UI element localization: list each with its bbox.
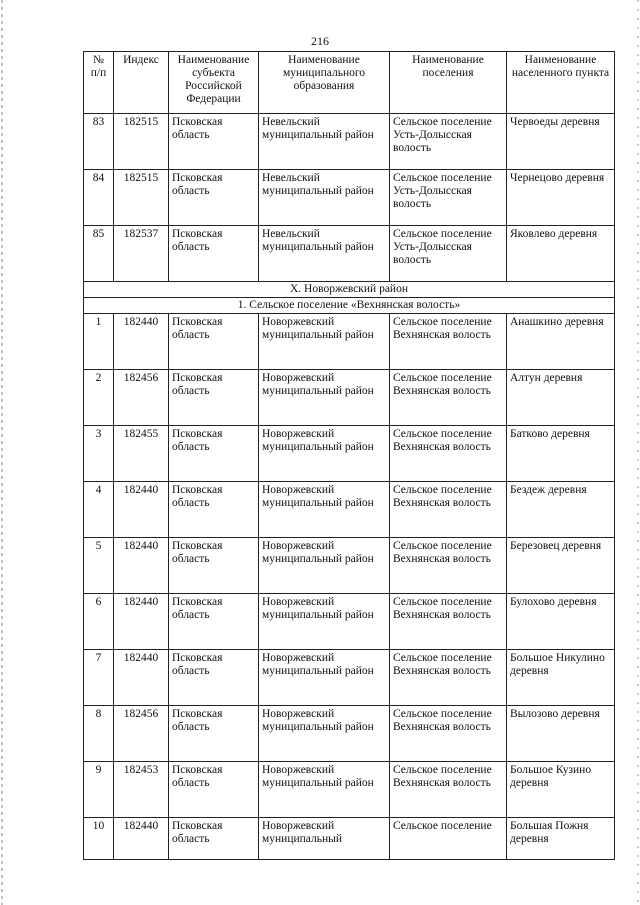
table-row xyxy=(84,170,615,226)
header-settlement: Наименование поселения xyxy=(390,52,507,114)
table-row xyxy=(84,426,615,482)
table-row xyxy=(84,482,615,538)
cell-locality: Булохово деревня xyxy=(507,594,615,650)
cell-locality: Большое Кузино деревня xyxy=(507,762,615,818)
cell-subject: Псковская область xyxy=(169,482,259,538)
cell-settlement: Сельское поселение Вехнянская волость xyxy=(390,426,507,482)
cell-municipality: Новоржевский муниципальный xyxy=(259,818,390,860)
cell-municipality: Новоржевский муниципальный район xyxy=(259,482,390,538)
table-row xyxy=(84,370,615,426)
cell-locality: Бездеж деревня xyxy=(507,482,615,538)
cell-locality: Яковлево деревня xyxy=(507,226,615,282)
cell-settlement: Сельское поселение Вехнянская волость xyxy=(390,482,507,538)
cell-index: 182455 xyxy=(114,426,169,482)
table-row xyxy=(84,706,615,762)
header-subject: Наименование субъекта Российской Федерации xyxy=(169,52,259,114)
cell-number: 84 xyxy=(84,170,114,226)
cell-settlement: Сельское поселение Усть-Долысская волость xyxy=(390,170,507,226)
cell-number: 7 xyxy=(84,650,114,706)
table-row xyxy=(84,114,615,170)
cell-municipality: Невельский муниципальный район xyxy=(259,226,390,282)
cell-settlement: Сельское поселение Вехнянская волость xyxy=(390,538,507,594)
cell-municipality: Невельский муниципальный район xyxy=(259,170,390,226)
cell-index: 182515 xyxy=(114,114,169,170)
cell-index: 182456 xyxy=(114,370,169,426)
header-number: № п/п xyxy=(84,52,114,114)
cell-index: 182456 xyxy=(114,706,169,762)
cell-locality: Батково деревня xyxy=(507,426,615,482)
header-index: Индекс xyxy=(114,52,169,114)
cell-municipality: Невельский муниципальный район xyxy=(259,114,390,170)
cell-settlement: Сельское поселение Вехнянская волость xyxy=(390,706,507,762)
cell-subject: Псковская область xyxy=(169,650,259,706)
section-title: X. Новоржевский район xyxy=(84,282,615,298)
cell-index: 182537 xyxy=(114,226,169,282)
cell-locality: Чернецово деревня xyxy=(507,170,615,226)
cell-index: 182440 xyxy=(114,650,169,706)
cell-locality: Анашкино деревня xyxy=(507,314,615,370)
cell-subject: Псковская область xyxy=(169,170,259,226)
table-row xyxy=(84,538,615,594)
cell-settlement: Сельское поселение Вехнянская волость xyxy=(390,762,507,818)
cell-locality: Большая Пожня деревня xyxy=(507,818,615,860)
cell-subject: Псковская область xyxy=(169,114,259,170)
cell-municipality: Новоржевский муниципальный район xyxy=(259,594,390,650)
section-row xyxy=(84,282,615,298)
cell-index: 182440 xyxy=(114,594,169,650)
cell-number: 8 xyxy=(84,706,114,762)
cell-municipality: Новоржевский муниципальный район xyxy=(259,370,390,426)
cell-settlement: Сельское поселение xyxy=(390,818,507,860)
cell-subject: Псковская область xyxy=(169,538,259,594)
cell-municipality: Новоржевский муниципальный район xyxy=(259,762,390,818)
cell-number: 5 xyxy=(84,538,114,594)
rows-before-section xyxy=(84,114,615,282)
cell-subject: Псковская область xyxy=(169,314,259,370)
table-row xyxy=(84,818,615,860)
cell-settlement: Сельское поселение Вехнянская волость xyxy=(390,370,507,426)
header-locality: Наименование населенного пункта xyxy=(507,52,615,114)
cell-subject: Псковская область xyxy=(169,370,259,426)
cell-settlement: Сельское поселение Вехнянская волость xyxy=(390,314,507,370)
cell-subject: Псковская область xyxy=(169,226,259,282)
cell-municipality: Новоржевский муниципальный район xyxy=(259,706,390,762)
scan-edge-left xyxy=(1,0,3,905)
cell-number: 9 xyxy=(84,762,114,818)
cell-number: 10 xyxy=(84,818,114,860)
cell-index: 182440 xyxy=(114,314,169,370)
cell-municipality: Новоржевский муниципальный район xyxy=(259,538,390,594)
cell-index: 182453 xyxy=(114,762,169,818)
cell-municipality: Новоржевский муниципальный район xyxy=(259,314,390,370)
header-municipality: Наименование муниципального образования xyxy=(259,52,390,114)
cell-municipality: Новоржевский муниципальный район xyxy=(259,650,390,706)
cell-number: 4 xyxy=(84,482,114,538)
cell-settlement: Сельское поселение Усть-Долысская волость xyxy=(390,226,507,282)
table-row xyxy=(84,762,615,818)
scan-edge-right xyxy=(637,0,639,905)
localities-table xyxy=(83,51,615,860)
cell-locality: Березовец деревня xyxy=(507,538,615,594)
cell-subject: Псковская область xyxy=(169,818,259,860)
cell-index: 182515 xyxy=(114,170,169,226)
table-header-row xyxy=(84,52,615,114)
cell-subject: Псковская область xyxy=(169,594,259,650)
table-row xyxy=(84,226,615,282)
rows-after-section xyxy=(84,314,615,860)
cell-number: 2 xyxy=(84,370,114,426)
cell-number: 3 xyxy=(84,426,114,482)
cell-number: 1 xyxy=(84,314,114,370)
subsection-title: 1. Сельское поселение «Вехнянская волость» xyxy=(84,298,615,314)
cell-number: 83 xyxy=(84,114,114,170)
cell-settlement: Сельское поселение Усть-Долысская волость xyxy=(390,114,507,170)
cell-locality: Алтун деревня xyxy=(507,370,615,426)
cell-number: 85 xyxy=(84,226,114,282)
page-number: 216 xyxy=(311,34,329,48)
section-heading-group xyxy=(84,282,615,314)
cell-locality: Червоеды деревня xyxy=(507,114,615,170)
cell-settlement: Сельское поселение Вехнянская волость xyxy=(390,594,507,650)
table-row xyxy=(84,314,615,370)
table-row xyxy=(84,650,615,706)
subsection-row xyxy=(84,298,615,314)
cell-municipality: Новоржевский муниципальный район xyxy=(259,426,390,482)
cell-index: 182440 xyxy=(114,538,169,594)
table-row xyxy=(84,594,615,650)
cell-subject: Псковская область xyxy=(169,426,259,482)
cell-locality: Вылозово деревня xyxy=(507,706,615,762)
cell-number: 6 xyxy=(84,594,114,650)
cell-subject: Псковская область xyxy=(169,762,259,818)
cell-index: 182440 xyxy=(114,482,169,538)
cell-locality: Большое Никулино деревня xyxy=(507,650,615,706)
cell-index: 182440 xyxy=(114,818,169,860)
cell-subject: Псковская область xyxy=(169,706,259,762)
cell-settlement: Сельское поселение Вехнянская волость xyxy=(390,650,507,706)
